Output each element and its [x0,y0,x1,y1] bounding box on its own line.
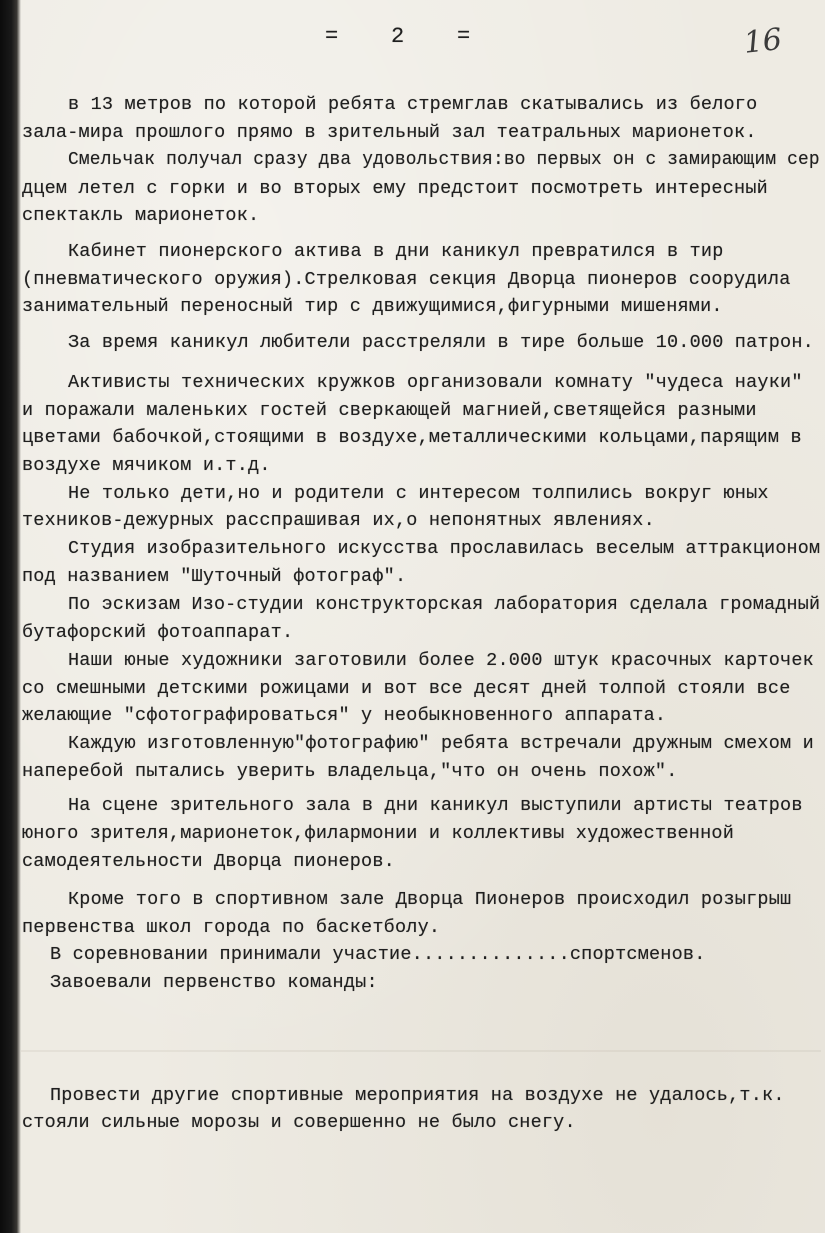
text-line: дцем летел с горки и во вторых ему предстоит посмотреть интересный [22,178,768,199]
text-line: (пневматического оружия).Стрелковая секция Дворца пионеров соорудила [22,269,791,290]
text-line: На сцене зрительного зала в дни каникул выступили артисты театров [68,795,803,816]
text-line: и поражали маленьких гостей сверкающей магнией,светящейся разными [22,400,757,421]
text-line: Каждую изготовленную"фотографию" ребята встречали дружным смехом и [68,733,814,754]
text-line: в 13 метров по которой ребята стремглав скатывались из белого [68,94,758,115]
text-line: стояли сильные морозы и совершенно не было снегу. [22,1112,576,1133]
text-line: По эскизам Изо-студии конструкторская лаборатория сделала громадный [68,594,821,615]
page-number: = 2 = [325,24,471,49]
text-line: под названием "Шуточный фотограф". [22,566,407,587]
text-line: самодеятельности Дворца пионеров. [22,851,395,872]
text-line: Кроме того в спортивном зале Дворца Пионеров происходил розыгрыш [68,889,792,910]
text-line: Смельчак получал сразу два удовольствия:во первых он с замирающим сер [68,149,820,170]
paper-fold [21,1050,821,1052]
text-line: Провести другие спортивные мероприятия на воздухе не удалось,т.к. [50,1085,785,1106]
text-line: бутафорский фотоаппарат. [22,622,294,643]
text-line: Активисты технических кружков организовали комнату "чудеса науки" [68,372,803,393]
archive-folio-number: 16 [742,22,784,61]
text-line: желающие "сфотографироваться" у необыкновенного аппарата. [22,705,667,726]
text-line: техников-дежурных расспрашивая их,о непонятных явлениях. [22,510,655,531]
text-line: За время каникул любители расстреляли в тире больше 10.000 патрон. [68,332,814,353]
text-line: занимательный переносный тир с движущимися,фигурными мишенями. [22,296,723,317]
text-line: зала-мира прошлого прямо в зрительный зал театральных марионеток. [22,122,757,143]
text-line: Кабинет пионерского актива в дни каникул превратился в тир [68,241,724,262]
text-line: В соревновании принимали участие..............спортсменов. [50,944,706,965]
text-line: Наши юные художники заготовили более 2.000 штук красочных карточек [68,650,814,671]
text-line: со смешными детскими рожицами и вот все десят дней толпой стояли все [22,678,791,699]
text-line: Не только дети,но и родители с интересом толпились вокруг юных [68,483,769,504]
text-line: воздухе мячиком и.т.д. [22,455,271,476]
text-line: первенства школ города по баскетболу. [22,917,441,938]
text-line: наперебой пытались уверить владельца,"что он очень похож". [22,761,678,782]
text-line: юного зрителя,марионеток,филармонии и коллективы художественной [22,823,735,844]
page-binding-edge [0,0,21,1233]
text-line: спектакль марионеток. [22,205,260,226]
text-line: цветами бабочкой,стоящими в воздухе,металлическими кольцами,парящим в [22,427,802,448]
text-line: Завоевали первенство команды: [50,972,378,993]
text-line: Студия изобразительного искусства прославилась веселым аттракционом [68,538,821,559]
